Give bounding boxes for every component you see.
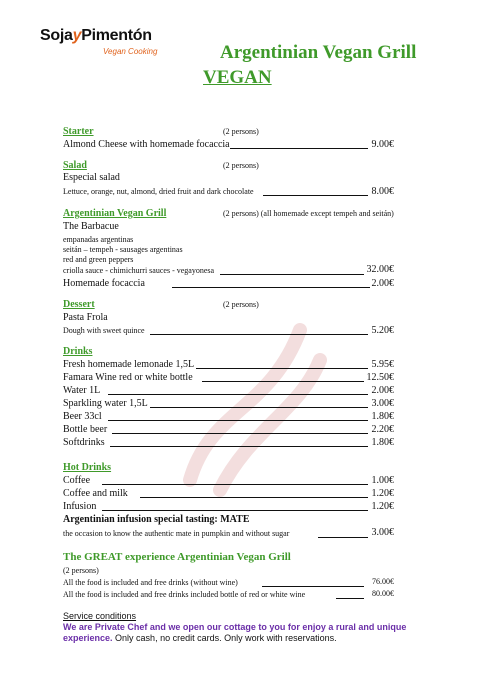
section-drinks-heading: Drinks — [63, 346, 93, 357]
salad-price: 8.00€ — [371, 186, 394, 197]
section-grill-heading: Argentinian Vegan Grill — [63, 208, 167, 219]
hot-drink-price: 1.20€ — [371, 488, 394, 499]
great-persons: (2 persons) — [63, 566, 99, 575]
mate-special-price: 3.00€ — [371, 527, 394, 538]
leader-line — [263, 195, 368, 196]
hot-drink-price: 1.00€ — [371, 475, 394, 486]
page-subtitle: VEGAN — [203, 67, 272, 88]
service-conditions-heading: Service conditions — [63, 611, 137, 621]
leader-line — [172, 287, 370, 288]
starter-price: 9.00€ — [371, 139, 394, 150]
drink-item: Softdrinks — [63, 437, 105, 448]
starter-item: Almond Cheese with homemade focaccia — [63, 139, 230, 150]
hot-drink-item: Infusion — [63, 501, 97, 512]
drink-item: Fresh homemade lemonade 1,5L — [63, 359, 195, 370]
watermark-logo — [150, 260, 350, 510]
great-item: All the food is included and free drinks (without wine) — [63, 578, 238, 587]
grill-line-3: red and green peppers — [63, 255, 134, 264]
leader-line — [150, 334, 368, 335]
drink-price: 5.95€ — [371, 359, 394, 370]
starter-persons: (2 persons) — [223, 127, 259, 136]
drink-item: Beer 33cl — [63, 411, 102, 422]
salad-item: Especial salad — [63, 172, 120, 183]
salad-persons: (2 persons) — [223, 161, 259, 170]
leader-line — [220, 274, 364, 275]
logo-ampersand: y — [72, 27, 82, 44]
section-salad-heading: Salad — [63, 160, 87, 171]
leader-line — [230, 148, 368, 149]
service-line-1: We are Private Chef and we open our cottage to you for enjoy a rural and unique — [63, 622, 407, 632]
drink-item: Bottle beer — [63, 424, 108, 435]
drink-price: 3.00€ — [371, 398, 394, 409]
grill-persons: (2 persons) (all homemade except tempeh and seitán) — [223, 209, 394, 218]
brand-logo — [40, 27, 152, 45]
grill-focaccia-price: 2.00€ — [371, 278, 394, 289]
grill-line-1: empanadas argentinas — [63, 235, 134, 244]
leader-line — [108, 420, 368, 421]
drink-price: 2.00€ — [371, 385, 394, 396]
grill-item: The Barbacue — [63, 221, 119, 232]
leader-line — [336, 598, 364, 599]
section-starter-heading: Starter — [63, 126, 94, 137]
dessert-persons: (2 persons) — [223, 300, 259, 309]
leader-line — [102, 484, 368, 485]
great-item: All the food is included and free drinks included bottle of red or white wine — [63, 590, 306, 599]
service-line-2-bold: experience. — [63, 633, 113, 643]
logo-name-right: Pimentón — [81, 27, 152, 44]
dessert-desc: Dough with sweet quince — [63, 326, 145, 335]
section-great-heading: The GREAT experience Argentinian Vegan Grill — [63, 551, 291, 563]
leader-line — [102, 510, 368, 511]
hot-drink-item: Coffee — [63, 475, 91, 486]
grill-sauces-price: 32.00€ — [366, 264, 394, 275]
leader-line — [110, 446, 368, 447]
drink-price: 1.80€ — [371, 411, 394, 422]
grill-focaccia: Homemade focaccia — [63, 278, 145, 289]
grill-sauces: criolla sauce - chimichurri sauces - vegayonesa — [63, 266, 215, 275]
leader-line — [112, 433, 368, 434]
leader-line — [202, 381, 364, 382]
salad-desc: Lettuce, orange, nut, almond, dried fruit and dark chocolate — [63, 187, 254, 196]
drink-item: Water 1L — [63, 385, 101, 396]
leader-line — [262, 586, 364, 587]
drink-item: Sparkling water 1,5L — [63, 398, 148, 409]
drink-price: 1.80€ — [371, 437, 394, 448]
section-dessert-heading: Dessert — [63, 299, 95, 310]
logo-name-left: Soja — [40, 27, 73, 44]
logo-subtitle: Vegan Cooking — [103, 47, 158, 56]
great-price: 80.00€ — [372, 589, 394, 598]
dessert-item: Pasta Frola — [63, 312, 108, 323]
dessert-price: 5.20€ — [371, 325, 394, 336]
mate-special-title: Argentinian infusion special tasting: MATE — [63, 514, 250, 525]
drink-price: 12.50€ — [366, 372, 394, 383]
drink-item: Famara Wine red or white bottle — [63, 372, 193, 383]
hot-drink-item: Coffee and milk — [63, 488, 128, 499]
leader-line — [150, 407, 368, 408]
drink-price: 2.20€ — [371, 424, 394, 435]
hot-drink-price: 1.20€ — [371, 501, 394, 512]
leader-line — [196, 368, 368, 369]
grill-line-2: seitán – tempeh - sausages argentinas — [63, 245, 183, 254]
section-hot-drinks-heading: Hot Drinks — [63, 462, 112, 473]
mate-special-desc: the occasion to know the authentic mate in pumpkin and without sugar — [63, 529, 290, 538]
great-price: 76.00€ — [372, 577, 394, 586]
page-title: Argentinian Vegan Grill — [220, 42, 417, 63]
leader-line — [140, 497, 368, 498]
service-line-2-rest: Only cash, no credit cards. Only work with reservations. — [115, 633, 337, 643]
leader-line — [108, 394, 368, 395]
